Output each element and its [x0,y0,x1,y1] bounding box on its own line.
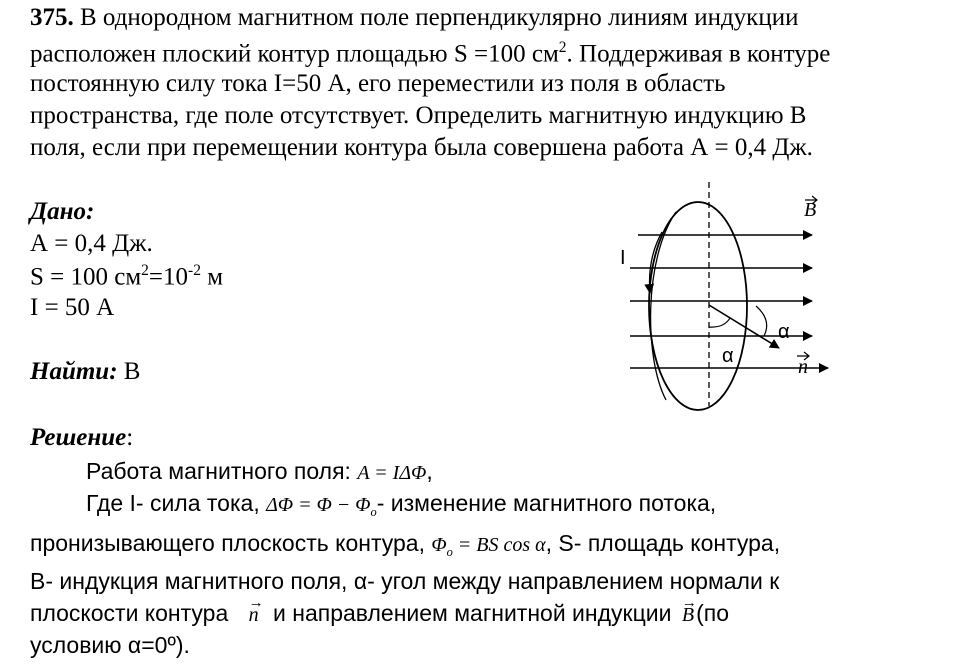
vector-n-symbol: → n [249,604,259,627]
problem-number: 375. [30,4,74,31]
formula-flux-phi: Φ [431,534,447,556]
solution-l1-text: Работа магнитного поля: [86,458,351,484]
solution-heading: Решение [30,424,127,451]
problem-line-3: постоянную силу тока I=50 А, его переместили из поля в область [30,70,726,97]
angle-arc-1 [756,306,767,336]
solution-line-6: условию α=0º). [30,632,190,658]
formula-work: A = IΔΦ [357,462,427,484]
find-line [30,358,140,386]
problem-text-2b: . Поддерживая в контуре [566,40,831,68]
solution-line-3 [30,530,780,560]
formula-flux-change [266,494,377,519]
solution-l3-a: пронизывающего плоскость контура, [30,530,425,556]
solution-l2-b: - изменение магнитного потока, [376,490,717,516]
solution-l5-a: плоскости контура [30,600,229,626]
given-work: А = 0,4 Дж. [30,230,153,257]
solution-l2-a: Где I- сила тока, [86,490,260,516]
solution-heading-line [30,424,133,452]
label-alpha-1: α [778,321,790,343]
formula-flux-main: = BS cos α [452,534,546,556]
solution-line-1 [86,458,433,485]
angle-arc-2 [709,318,730,327]
formula-flux-sub: o [446,545,453,559]
label-B: B [804,199,817,221]
problem-text-1: В однородном магнитном поле перпендикулярно линиям индукции [73,4,799,31]
solution-l1-end: , [426,458,433,484]
given-current: I = 50 А [30,294,115,321]
current-loop-outer [649,202,747,410]
solution-l3-b: , S- площадь контура, [545,530,781,556]
solution-l5-c: (по [696,600,729,626]
given-area-sup1: 2 [141,262,149,279]
label-alpha-2: α [722,345,734,367]
problem-text-2-sup: 2 [558,39,567,56]
vector-b-symbol: → B [682,604,694,627]
current-loop-inner [651,212,676,400]
problem-line-4: пространства, где поле отсутствует. Определить магнитную индукцию В [30,102,807,129]
formula-flux-change-sub: o [370,505,377,519]
formula-flux-change-main: ΔΦ = Φ − Φ [266,494,371,516]
solution-line-2 [86,490,716,520]
given-area-sup2: -2 [188,262,201,279]
solution-l5-b: и направлением магнитной индукции [273,600,672,626]
find-value: В [117,358,141,385]
find-heading: Найти: [30,358,118,385]
solution-line-4: В- индукция магнитного поля, α- угол между направлением нормали к [30,568,780,594]
given-area-a: S = 100 см [30,263,142,291]
problem-line-1 [30,4,798,32]
given-area-b: =10 [148,263,189,291]
given-area [30,262,223,291]
solution-line-5 [30,600,729,627]
formula-flux [431,534,546,559]
loop-in-field-diagram [600,178,840,414]
given-heading: Дано: [30,198,95,225]
problem-line-5: поля, если при перемещении контура была совершена работа А = 0,4 Дж. [30,134,813,161]
solution-colon: : [126,424,134,451]
label-n: n [798,356,808,378]
problem-text-2a: расположен плоский контур площадью S =100 см [30,40,559,68]
label-current: I [620,247,626,269]
given-area-c: м [200,263,224,291]
problem-line-2 [30,39,830,68]
